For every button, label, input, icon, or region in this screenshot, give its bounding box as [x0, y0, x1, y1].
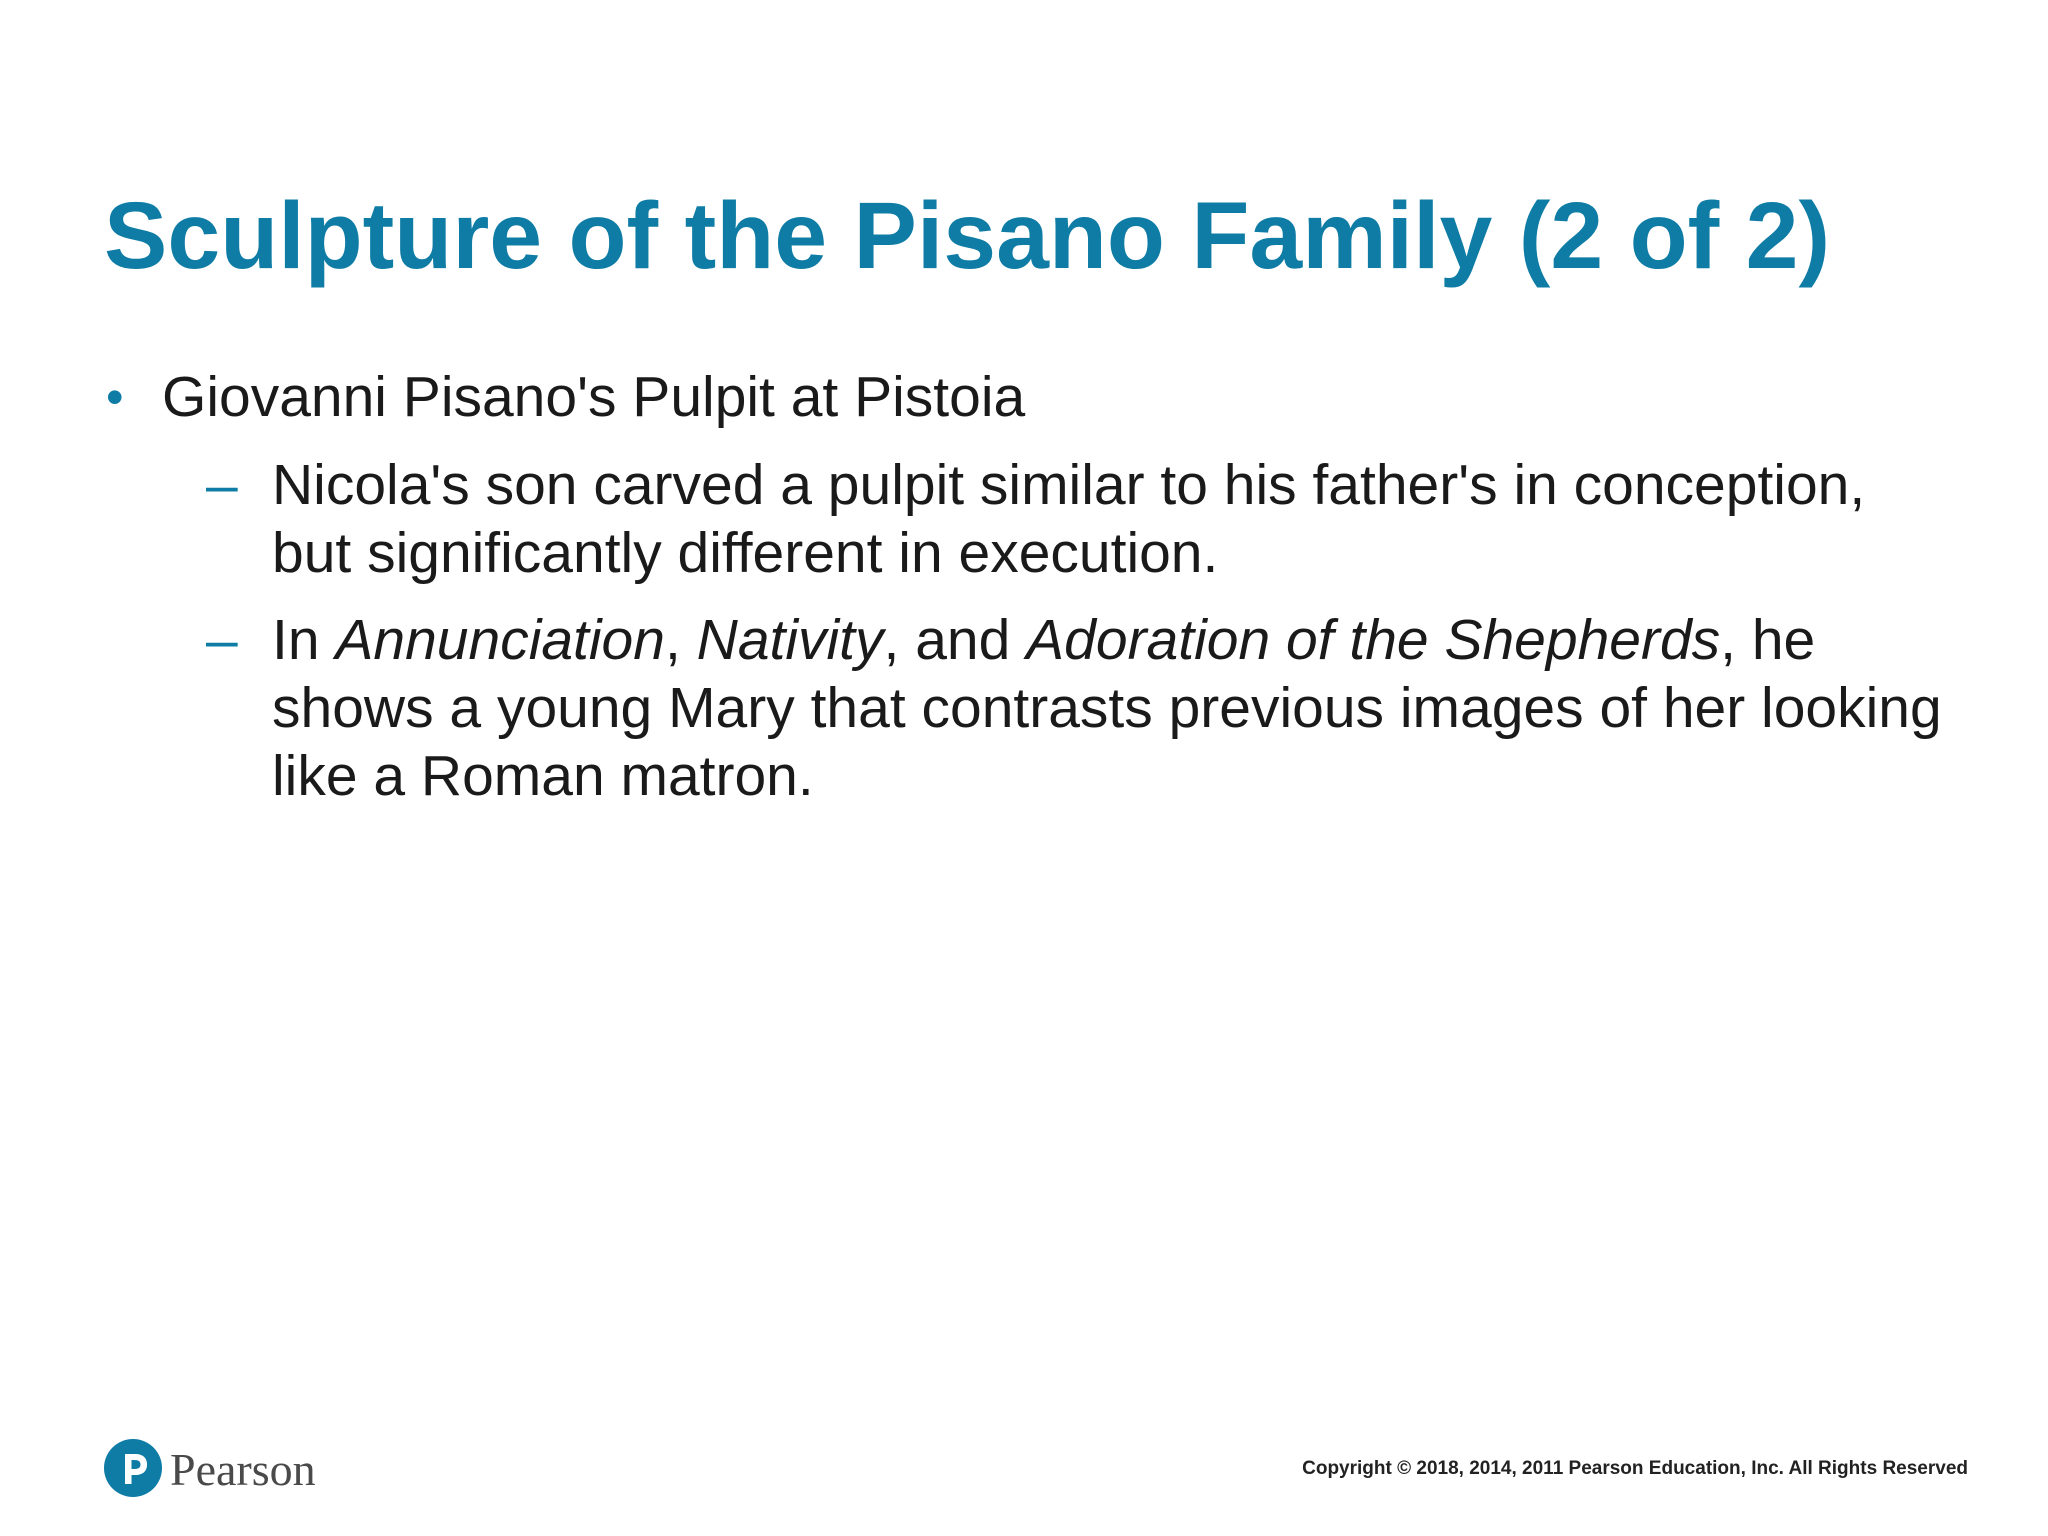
sub-item-line — [272, 606, 1972, 674]
pearson-p-icon — [104, 1439, 162, 1497]
artwork-title-adoration: Adoration of the Shepherds — [1026, 608, 1721, 672]
sub-item-line: but significantly different in execution. — [272, 521, 1219, 585]
text-run: In — [272, 608, 336, 672]
copyright-notice: Copyright © 2018, 2014, 2011 Pearson Education, Inc. All Rights Reserved — [1302, 1458, 1968, 1479]
text-run: , he — [1720, 608, 1816, 672]
pearson-wordmark: Pearson — [170, 1444, 316, 1495]
artwork-title-annunciation: Annunciation — [335, 608, 665, 672]
sub-item-line: shows a young Mary that contrasts previous images of her looking — [272, 676, 1942, 740]
sub-item-text — [272, 606, 1972, 810]
sub-marker: – — [206, 608, 238, 672]
pearson-logo — [104, 1439, 414, 1503]
text-run: , and — [883, 608, 1027, 672]
sub-item-line: Nicola's son carved a pulpit similar to his father's in conception, — [272, 453, 1866, 517]
text-run: , — [664, 608, 697, 672]
artwork-title-nativity: Nativity — [696, 608, 884, 672]
sub-item-text — [272, 451, 1972, 587]
slide-title: Sculpture of the Pisano Family (2 of 2) — [104, 183, 1831, 289]
bullet-text: Giovanni Pisano's Pulpit at Pistoia — [162, 365, 1026, 429]
sub-item-line: like a Roman matron. — [272, 744, 814, 808]
sub-marker: – — [206, 453, 238, 517]
bullet-marker: • — [106, 369, 124, 425]
